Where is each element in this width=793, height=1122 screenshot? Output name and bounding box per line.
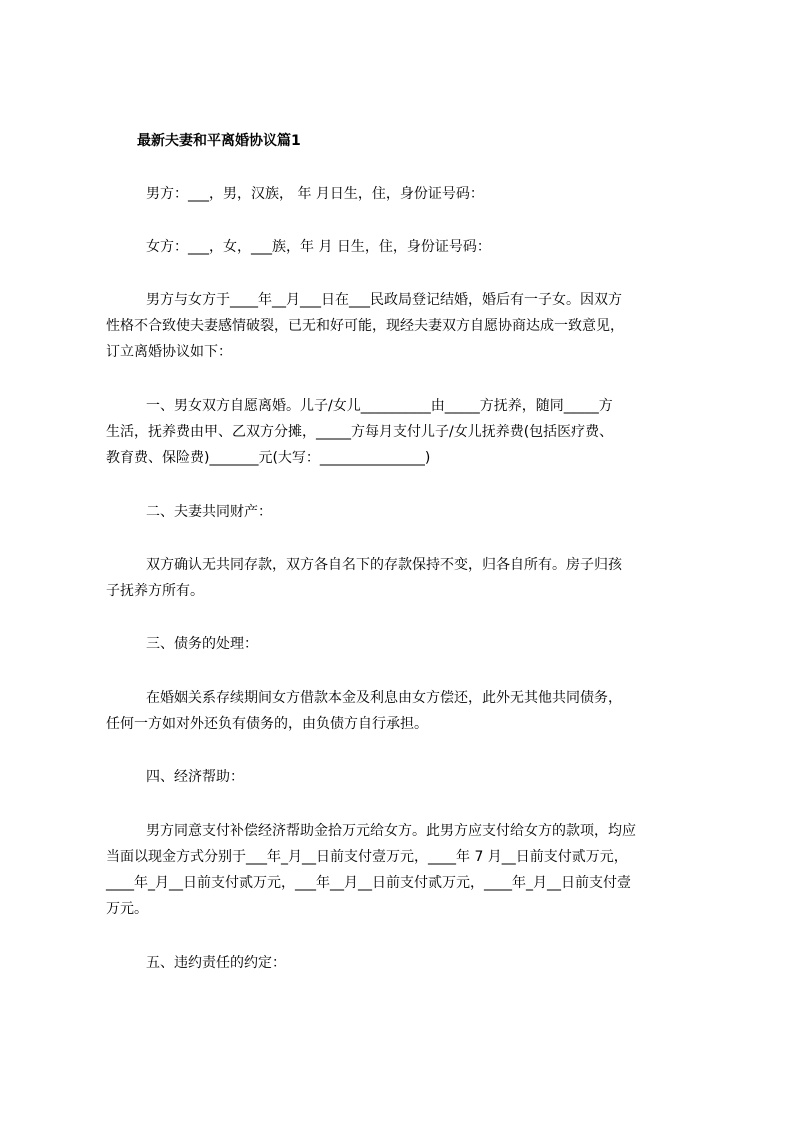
document-title: 最新夫妻和平离婚协议篇1 bbox=[137, 133, 301, 149]
section2-line-2: 子抚养方所有。 bbox=[106, 583, 204, 599]
section4-line-3: ____年_月__日前支付贰万元，___年__月__日前支付贰万元，____年_月__日前支付壹 bbox=[106, 875, 631, 891]
section3-line-1: 在婚姻关系存续期间女方借款本金及利息由女方偿还，此外无其他共同债务， bbox=[146, 690, 622, 706]
intro-line-1: 男方与女方于____年__月___日在___民政局登记结婚，婚后有一子女。因双方 bbox=[146, 292, 622, 308]
intro-line-3: 订立离婚协议如下： bbox=[106, 344, 232, 360]
male-info: 男方：___，男，汉族， 年 月日生，住，身份证号码： bbox=[146, 186, 484, 202]
section4-heading: 四、经济帮助： bbox=[146, 769, 244, 785]
section3-line-2: 任何一方如对外还负有债务的，由负债方自行承担。 bbox=[106, 716, 428, 732]
section1-line-2: 生活，抚养费由甲、乙双方分摊，_____方每月支付儿子/女儿抚养费(包括医疗费、 bbox=[106, 424, 614, 440]
section4-line-1: 男方同意支付补偿经济帮助金拾万元给女方。此男方应支付给女方的款项，均应 bbox=[146, 823, 636, 839]
section5-heading: 五、违约责任的约定： bbox=[146, 955, 286, 971]
section2-line-1: 双方确认无共同存款，双方各自名下的存款保持不变，归各自所有。房子归孩 bbox=[146, 557, 622, 573]
section4-line-2: 当面以现金方式分别于___年_月__日前支付壹万元，____年 7 月__日前支付贰万元， bbox=[106, 849, 628, 865]
section3-heading: 三、债务的处理： bbox=[146, 636, 258, 652]
section1-line-3: 教育费、保险费)_______元(大写：_______________) bbox=[106, 450, 431, 466]
female-info: 女方：___，女，___族，年 月 日生，住，身份证号码： bbox=[146, 239, 491, 255]
section4-line-4: 万元。 bbox=[106, 901, 148, 917]
section2-heading: 二、夫妻共同财产： bbox=[146, 504, 272, 520]
intro-line-2: 性格不合致使夫妻感情破裂，已无和好可能，现经夫妻双方自愿协商达成一致意见， bbox=[106, 318, 624, 334]
section1-line-1: 一、男女双方自愿离婚。儿子/女儿__________由_____方抚养，随同_____方 bbox=[146, 398, 613, 414]
